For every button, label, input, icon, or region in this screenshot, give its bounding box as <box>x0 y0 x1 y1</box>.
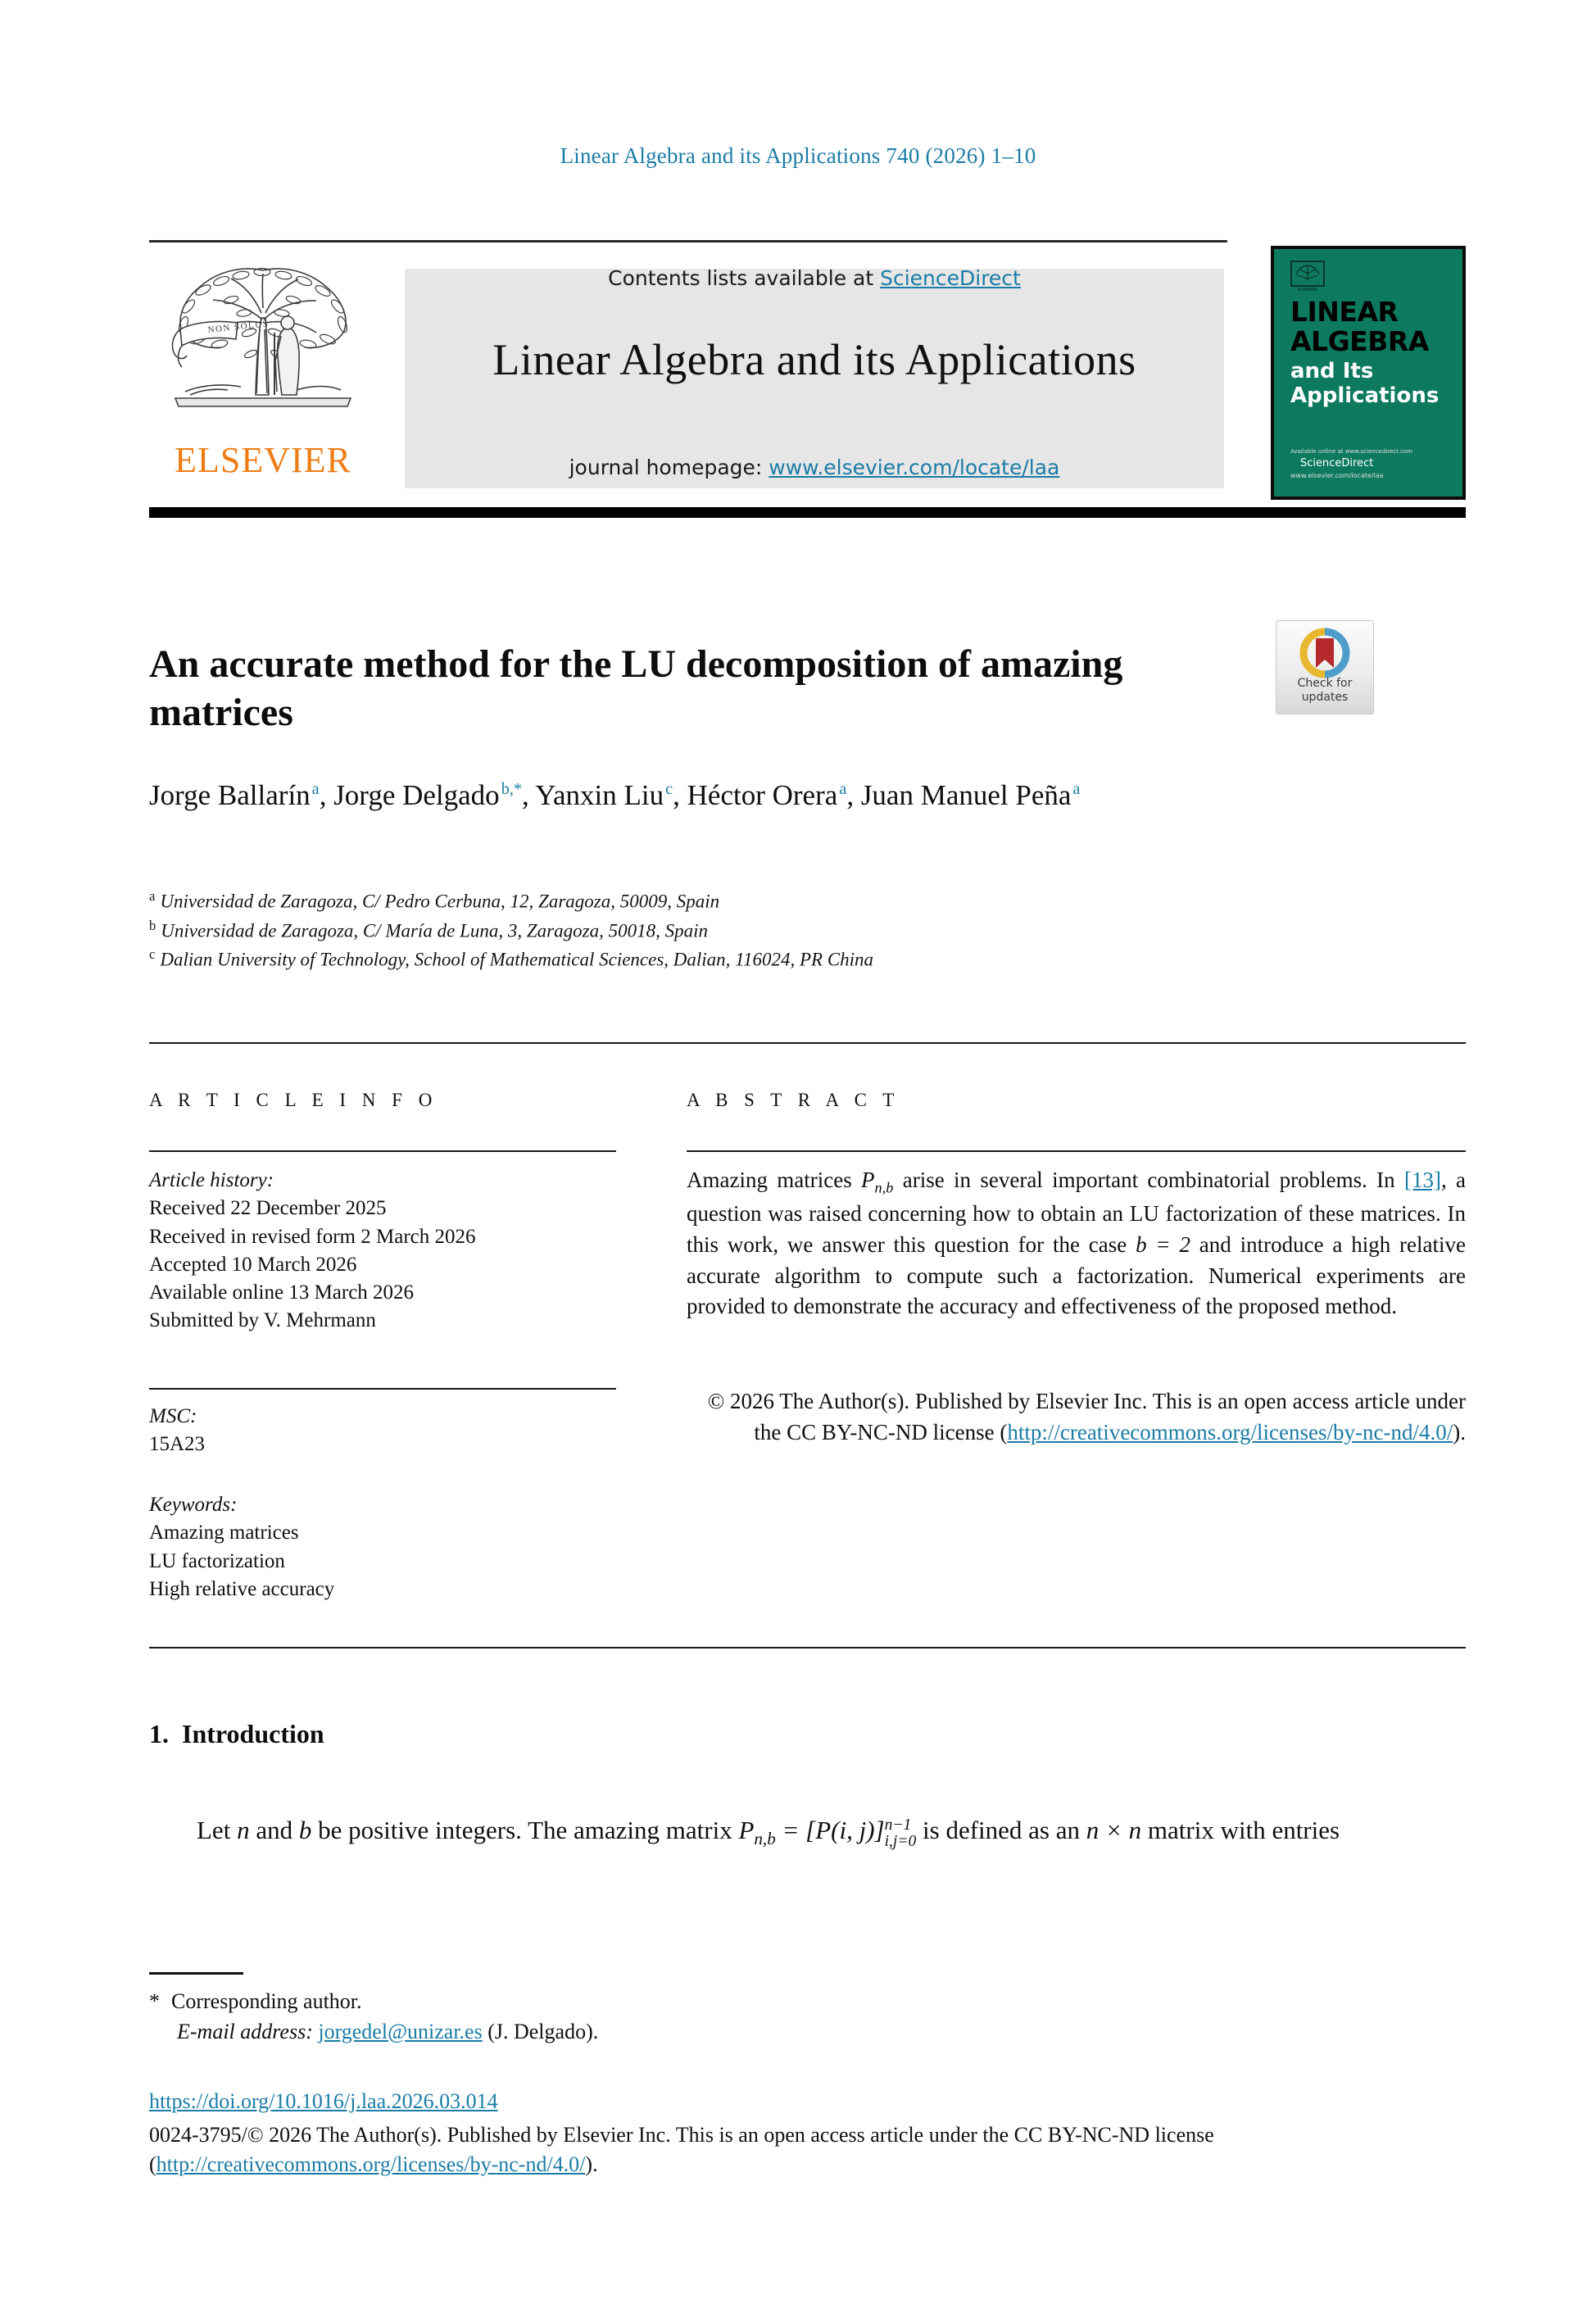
copyright-text: © 2026 The Author(s). Published by Elsevier Inc. This is an open access article under the CC BY-NC-ND license ( <box>707 1389 1466 1444</box>
running-head: Linear Algebra and its Applications 740 (2026) 1–10 <box>560 143 1036 168</box>
intro-paragraph <box>149 1812 1466 1852</box>
article-info-heading-wrap <box>149 1090 616 1111</box>
math-matrix-equation: = [P(i, j)] <box>775 1816 885 1844</box>
cover-line-2: ALGEBRA <box>1290 325 1429 357</box>
cover-sciencedirect-brand: ScienceDirect <box>1300 457 1374 469</box>
cover-line-4: Applications <box>1290 383 1440 408</box>
affiliation-text: Universidad de Zaragoza, C/ María de Luna, 3, Zaragoza, 50018, Spain <box>161 920 708 941</box>
math-n: n <box>237 1816 250 1844</box>
author-name: Yanxin Liu <box>535 779 664 811</box>
section-heading-introduction <box>149 1719 324 1749</box>
article-history-item: Received in revised form 2 March 2026 <box>149 1225 476 1248</box>
para-part-1d: is defined as an <box>916 1816 1086 1844</box>
crossmark-label <box>1276 677 1373 705</box>
cc-license-link[interactable]: http://creativecommons.org/licenses/by-nc-nd/4.0/ <box>1007 1419 1453 1444</box>
math-matrix-P: P <box>738 1816 755 1844</box>
crossmark-line-1: Check for <box>1297 677 1353 690</box>
journal-cover-image <box>1271 246 1466 500</box>
elsevier-tree-icon <box>152 254 374 441</box>
affiliation-item <box>149 916 1198 946</box>
email-link[interactable]: jorgedel@unizar.es <box>318 2019 483 2043</box>
section-number: 1. <box>149 1719 169 1748</box>
para-part-1e: matrix with entries <box>1141 1816 1340 1844</box>
affiliation-item <box>149 887 1198 916</box>
author-affil-mark[interactable]: a <box>311 780 320 799</box>
abstract-part-2: arise in several important combinatorial problems. In <box>893 1168 1404 1192</box>
msc-value: 15A23 <box>149 1433 206 1456</box>
citation-link[interactable]: [13] <box>1403 1168 1441 1192</box>
article-history-item: Accepted 10 March 2026 <box>149 1253 357 1276</box>
abstract-text <box>687 1165 1466 1322</box>
journal-homepage-link[interactable]: www.elsevier.com/locate/laa <box>769 456 1060 479</box>
copyright-tail: ). <box>1453 1419 1466 1444</box>
math-index-lower: i,j=0 <box>884 1832 917 1850</box>
footer-cc-license-link[interactable]: http://creativecommons.org/licenses/by-nc-nd/4.0/ <box>156 2152 586 2177</box>
page-title: An accurate method for the LU decomposition of amazing matrices <box>149 642 1123 734</box>
keywords-label: Keywords: <box>149 1494 238 1516</box>
article-history-item: Received 22 December 2025 <box>149 1197 387 1220</box>
abstract-rule <box>687 1150 1466 1152</box>
doi-link[interactable]: https://doi.org/10.1016/j.laa.2026.03.014 <box>149 2089 498 2113</box>
author-name: Héctor Orera <box>687 779 838 811</box>
keyword-item: High relative accuracy <box>149 1577 335 1600</box>
author-list: Jorge Ballarín$^a$, Jorge Delgado$^{b,*}$, Yanxin Liu$^c$, Héctor Orera$^a$, Juan Manuel Peña$^a$ <box>149 779 1081 811</box>
masthead-top-rule <box>149 240 1227 243</box>
math-index-upper: n−1 <box>884 1816 912 1834</box>
contents-available-line <box>405 266 1224 290</box>
footnote-block <box>149 1987 1132 2048</box>
cover-url-text: www.elsevier.com/locate/laa <box>1290 472 1384 479</box>
keywords-block <box>149 1491 624 1603</box>
math-P-subscript: n,b <box>874 1179 894 1196</box>
abstract-copyright <box>687 1386 1466 1449</box>
math-P: P <box>861 1168 875 1192</box>
email-owner: (J. Delgado). <box>487 2019 599 2043</box>
sciencedirect-link[interactable]: ScienceDirect <box>880 266 1021 290</box>
article-history <box>149 1167 624 1336</box>
author-name: Jorge Ballarín <box>149 779 311 811</box>
math-n-by-n: n × n <box>1086 1816 1142 1844</box>
homepage-prefix: journal homepage: <box>569 456 769 479</box>
article-info-heading: A R T I C L E I N F O <box>149 1090 438 1110</box>
crossmark-badge[interactable] <box>1276 620 1374 714</box>
affiliation-item <box>149 945 1198 974</box>
author-name: Juan Manuel Peña <box>860 779 1072 811</box>
elsevier-wordmark: ELSEVIER <box>175 440 351 480</box>
para-part-1c: be positive integers. The amazing matrix <box>311 1816 739 1844</box>
issn-tail: ). <box>585 2152 598 2177</box>
corresponding-author-mark: * <box>149 1989 160 2013</box>
elsevier-logo <box>152 254 374 496</box>
section-title: Introduction <box>182 1719 324 1748</box>
journal-homepage-line <box>405 456 1224 479</box>
para-part-1b: and <box>249 1816 299 1844</box>
abstract-part-3: , a question was raised concerning how to obtain an LU factorization of these matrices. In this work, we answer this question for the case <box>687 1168 1466 1257</box>
affiliation-mark: c <box>149 946 156 963</box>
author-name: Jorge Delgado <box>333 779 500 811</box>
info-region-bottom-rule <box>149 1647 1466 1649</box>
issn-copyright-block <box>149 2120 1466 2180</box>
article-info-rule-2 <box>149 1388 616 1390</box>
email-label: E-mail address: <box>177 2019 313 2043</box>
abstract-part-1: Amazing matrices <box>687 1168 862 1192</box>
email-note <box>149 2017 1132 2048</box>
journal-title: Linear Algebra and its Applications <box>492 335 1136 384</box>
author-affil-mark[interactable]: b,* <box>501 780 523 799</box>
author-affil-mark[interactable]: a <box>1072 780 1081 799</box>
affiliation-list <box>149 887 1198 974</box>
info-region-top-rule <box>149 1042 1466 1044</box>
keyword-item: Amazing matrices <box>149 1522 299 1544</box>
affiliation-text: Universidad de Zaragoza, C/ Pedro Cerbuna, 12, Zaragoza, 50009, Spain <box>160 891 720 912</box>
math-b: b <box>298 1816 312 1844</box>
abstract-part-4: and introduce a high relative accurate algorithm to compute such a factorization. Numerical experiments are provided to demonstrate the accuracy and effectiveness of the proposed method. <box>687 1231 1466 1319</box>
msc-block <box>149 1403 624 1459</box>
abstract-heading: A B S T R A C T <box>687 1090 900 1110</box>
cover-elsevier-icon <box>1290 261 1325 293</box>
corresponding-author-text: Corresponding author. <box>171 1989 362 2013</box>
math-matrix-index-range <box>885 1817 917 1850</box>
cover-footer <box>1290 448 1438 479</box>
math-matrix-P-subscript: n,b <box>754 1829 776 1849</box>
para-part-1a: Let <box>197 1816 238 1844</box>
affiliation-mark: a <box>149 888 156 904</box>
article-history-item: Submitted by V. Mehrmann <box>149 1309 376 1332</box>
cover-line-1: LINEAR <box>1290 296 1399 328</box>
contents-prefix: Contents lists available at <box>608 266 881 290</box>
article-history-label: Article history: <box>149 1169 274 1191</box>
issn-text: 0024-3795/© 2026 The Author(s). Published by Elsevier Inc. This is an open access article under the CC BY-NC-ND license ( <box>149 2123 1214 2177</box>
author-affil-mark[interactable]: c <box>665 780 673 799</box>
corresponding-author-note <box>149 1987 1132 2017</box>
author-affil-mark[interactable]: a <box>839 780 847 799</box>
footnote-separator-rule <box>149 1972 243 1975</box>
svg-text:ELSEVIER: ELSEVIER <box>1298 288 1317 293</box>
affiliation-mark: b <box>149 917 156 933</box>
non-solus-motto: NON SOLUS <box>207 319 270 335</box>
crossmark-icon <box>1299 628 1350 678</box>
masthead-bottom-rule <box>149 507 1466 518</box>
article-info-rule <box>149 1150 616 1152</box>
msc-label: MSC: <box>149 1405 197 1427</box>
cover-line-3: and Its <box>1290 359 1374 383</box>
keyword-item: LU factorization <box>149 1549 285 1572</box>
math-b-equals-2: b = 2 <box>1136 1231 1190 1257</box>
cover-available-text: Available online at www.sciencedirect.com <box>1290 448 1413 455</box>
affiliation-text: Dalian University of Technology, School of Mathematical Sciences, Dalian, 116024, PR China <box>160 949 874 970</box>
crossmark-line-2: updates <box>1301 691 1349 705</box>
article-history-item: Available online 13 March 2026 <box>149 1281 415 1304</box>
